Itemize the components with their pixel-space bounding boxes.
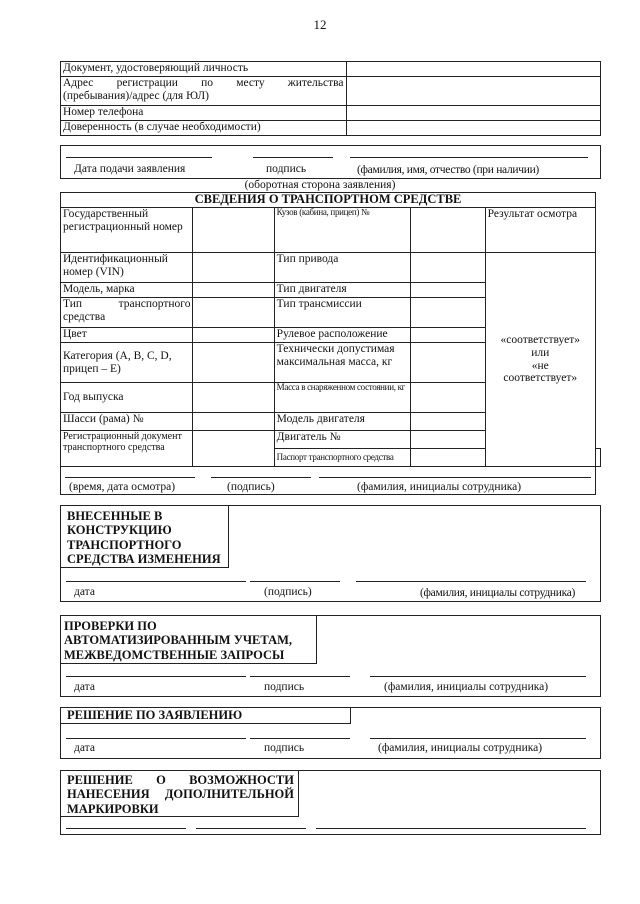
checks-signature-caption: подпись (264, 681, 305, 693)
changes-name-caption: (фамилия, инициалы сотрудника) (420, 587, 576, 599)
label-reg-number: Государственный регистрационный номер (61, 208, 193, 253)
value-body-number[interactable] (411, 208, 485, 253)
label-curb-mass: Масса в снаряженном состоянии, кг (274, 383, 411, 413)
label-engine-model: Модель двигателя (274, 413, 411, 431)
inspection-time-caption: (время, дата осмотра) (69, 481, 176, 493)
decision-title: РЕШЕНИЕ ПО ЗАЯВЛЕНИЮ (67, 708, 243, 722)
label-vehicle-type: Тип транспортного средства (61, 298, 193, 328)
marking-name-line[interactable] (316, 828, 586, 829)
decision-signature-caption: подпись (264, 742, 305, 754)
value-engine-number[interactable] (411, 431, 485, 449)
label-identity-document: Документ, удостоверяющий личность (61, 62, 347, 77)
inspection-time-line[interactable] (65, 477, 195, 478)
value-chassis[interactable] (193, 413, 274, 431)
reverse-side-caption: (оборотная сторона заявления) (244, 179, 396, 191)
name-line[interactable] (350, 157, 588, 158)
changes-value-cell[interactable] (230, 506, 598, 568)
changes-signature-caption: (подпись) (264, 586, 312, 598)
label-drive: Тип привода (274, 253, 411, 283)
changes-title: ВНЕСЕННЫЕ В КОНСТРУКЦИЮ ТРАНСПОРТНОГО СРЕДСТВА ИЗМЕНЕНИЯ (67, 509, 221, 567)
marking-title-cell (61, 771, 299, 817)
value-address[interactable] (346, 77, 600, 106)
value-max-mass[interactable] (411, 343, 485, 383)
value-engine-model[interactable] (411, 413, 485, 431)
marking-date-line[interactable] (66, 828, 186, 829)
label-inspection-result: Результат осмотра (485, 208, 595, 253)
submission-date-caption: Дата подачи заявления (74, 163, 186, 175)
value-category[interactable] (193, 343, 274, 383)
label-vin: Идентификационный номер (VIN) (61, 253, 193, 283)
checks-name-line[interactable] (370, 676, 586, 677)
checks-date-caption: дата (74, 681, 95, 693)
decision-name-caption: (фамилия, инициалы сотрудника) (378, 742, 543, 754)
label-max-mass: Технически допустимая максимальная масса, кг (274, 343, 411, 383)
applicant-table (60, 61, 601, 136)
value-color[interactable] (193, 328, 274, 343)
label-body-number: Кузов (кабина, прицеп) № (274, 208, 411, 253)
checks-date-line[interactable] (66, 676, 246, 677)
changes-name-line[interactable] (356, 581, 586, 582)
value-power-of-attorney[interactable] (346, 121, 600, 136)
value-reg-number[interactable] (193, 208, 274, 253)
label-passport: Паспорт транспортного средства (274, 449, 411, 467)
vehicle-signature-row (61, 467, 596, 495)
submission-signature-caption: подпись (266, 163, 307, 175)
result-empty-cell (596, 449, 601, 467)
checks-value-cell[interactable] (318, 616, 598, 664)
decision-date-caption: дата (74, 742, 95, 754)
label-year: Год выпуска (61, 383, 193, 413)
submission-name-caption: (фамилия, имя, отчество (при наличии) (357, 164, 539, 176)
changes-title-cell (61, 506, 229, 568)
inspection-signature-caption: (подпись) (227, 481, 275, 493)
checks-signature-line[interactable] (250, 676, 350, 677)
result-option-not-ok: соответствует» (503, 372, 578, 385)
label-address: Адрес регистрации по месту жительства (пребывания)/адрес (для ЮЛ) (61, 77, 347, 106)
label-steering: Рулевое расположение (274, 328, 411, 343)
value-identity-document[interactable] (346, 62, 600, 77)
value-drive[interactable] (411, 253, 485, 283)
marking-signature-line[interactable] (196, 828, 306, 829)
value-year[interactable] (193, 383, 274, 413)
decision-date-line[interactable] (66, 738, 246, 739)
result-option-ok: «соответствует» (500, 334, 581, 347)
value-passport[interactable] (411, 449, 485, 467)
checks-title-cell (61, 616, 317, 664)
label-engine-number: Двигатель № (274, 431, 411, 449)
label-engine-type: Тип двигателя (274, 283, 411, 298)
date-line[interactable] (66, 157, 212, 158)
inspection-name-caption: (фамилия, инициалы сотрудника) (357, 481, 522, 493)
label-color: Цвет (61, 328, 193, 343)
changes-date-caption: дата (74, 586, 95, 598)
label-phone: Номер телефона (61, 106, 347, 121)
value-transmission[interactable] (411, 298, 485, 328)
value-phone[interactable] (346, 106, 600, 121)
label-category: Категория (A, B, C, D, прицеп – E) (61, 343, 193, 383)
value-vin[interactable] (193, 253, 274, 283)
page-number: 12 (313, 17, 327, 32)
checks-name-caption: (фамилия, инициалы сотрудника) (384, 681, 549, 693)
inspection-name-line[interactable] (319, 477, 591, 478)
inspection-result-cell: «соответствует» или «не соответствует» (485, 253, 595, 467)
label-power-of-attorney: Доверенность (в случае необходимости) (61, 121, 347, 136)
decision-value-cell[interactable] (352, 708, 598, 724)
inspection-signature-line[interactable] (211, 477, 311, 478)
vehicle-table (60, 192, 601, 495)
value-curb-mass[interactable] (411, 383, 485, 413)
value-model[interactable] (193, 283, 274, 298)
marking-value-cell[interactable] (300, 771, 598, 817)
marking-title: РЕШЕНИЕ О ВОЗМОЖНОСТИ НАНЕСЕНИЯ ДОПОЛНИТЕЛЬНОЙ МАРКИРОВКИ (67, 773, 294, 816)
label-model: Модель, марка (61, 283, 193, 298)
decision-signature-line[interactable] (250, 738, 350, 739)
signature-line[interactable] (253, 157, 333, 158)
decision-title-cell (61, 708, 351, 724)
changes-signature-line[interactable] (250, 581, 340, 582)
checks-title: ПРОВЕРКИ ПО АВТОМАТИЗИРОВАННЫМ УЧЕТАМ, МЕЖВЕДОМСТВЕННЫЕ ЗАПРОСЫ (64, 619, 293, 662)
label-transmission: Тип трансмиссии (274, 298, 411, 328)
value-engine-type[interactable] (411, 283, 485, 298)
decision-name-line[interactable] (370, 738, 586, 739)
vehicle-header: СВЕДЕНИЯ О ТРАНСПОРТНОМ СРЕДСТВЕ (61, 193, 596, 208)
label-chassis: Шасси (рама) № (61, 413, 193, 431)
label-reg-document: Регистрационный документ транспортного средства (61, 431, 193, 467)
changes-date-line[interactable] (66, 581, 246, 582)
value-vehicle-type[interactable] (193, 298, 274, 328)
value-steering[interactable] (411, 328, 485, 343)
value-reg-document[interactable] (193, 431, 274, 467)
